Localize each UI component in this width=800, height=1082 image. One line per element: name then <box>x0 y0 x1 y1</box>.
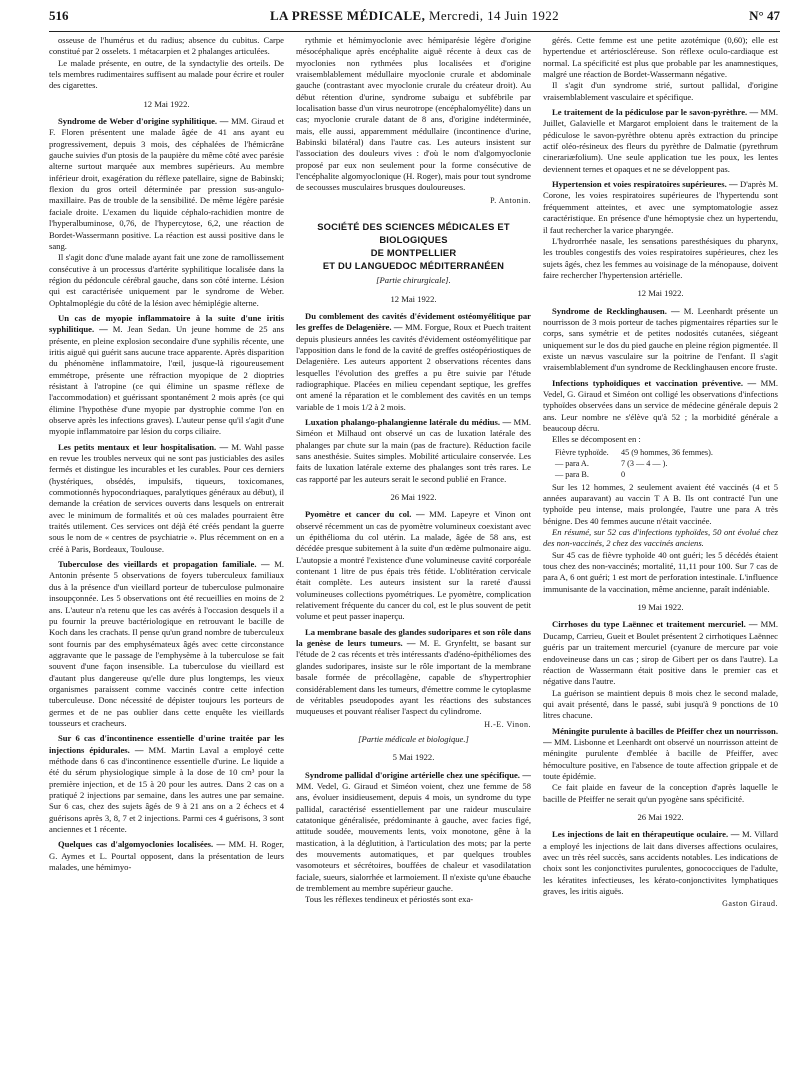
article-title: Sur 6 cas d'incontinence essentielle d'urine traitée par les injections épidurales. — <box>49 733 284 755</box>
article-text: MM. Lisbonne et Leenhardt ont observé un nourrisson atteint de méningite purulente d'emblée à bacille de Pfeiffer, avec hémoculture positive, en l'absence de toute affection grippale et de toute épidémie. <box>543 736 778 781</box>
article-pediculose <box>543 107 778 175</box>
paragraph: Le malade présente, en outre, de la syndactylie des orteils. De tels membres rudimentaires suffisent au malade pour écrire et rouler des cigarettes. <box>49 57 284 91</box>
issue-number: N° 47 <box>749 8 780 23</box>
stats-value: 45 (9 hommes, 36 femmes). <box>621 447 713 457</box>
author-signature: P. Antonin. <box>490 195 531 205</box>
section-label: [Partie médicale et biologique.] <box>358 733 469 744</box>
session-date: 19 Mai 1922. <box>637 602 684 613</box>
article-title: Du comblement des cavités d'évidement ostéomyélitique par les greffes de Delagenière. — <box>296 310 531 333</box>
stats-label: — para A. <box>555 458 589 468</box>
journal-name: LA PRESSE MÉDICALE, <box>269 8 426 23</box>
article-recklinghausen <box>543 306 778 374</box>
session-date: 12 Mai 1922. <box>143 98 190 109</box>
article-comblement <box>296 311 531 413</box>
article-text: M. Leenhardt présente un nourrisson de 3 mois porteur de taches pigmentaires réparties sur le corps, sans symétrie et de petites nodosités cutanées, siégeant uniquement sur le dos du pied gauche en pleine région pigmentée. Il existe un nævus vasculaire sur la poitrine de l'enfant. Il s'agit vraisemblablement d'un syndrome de Recklinghausen encore fruste. <box>543 305 778 373</box>
article-tuberculose <box>49 559 284 729</box>
page-header <box>49 8 780 32</box>
article-text: MM. Vedel, G. Giraud et Siméon ont colligé les observations d'infections typhoïdes observées dans un service de médecine générale depuis 2 ans. Leur nombre ne s'élève qu'à 52 ; la morbidité générale a beaucoup décru. <box>543 377 778 433</box>
article-title: Le traitement de la pédiculose par le savon-pyrèthre. — <box>552 107 759 118</box>
session-date: 5 Mai 1922. <box>392 752 435 763</box>
paragraph: rythmie et hémimyoclonie avec hémiparésie légère d'origine mésocéphalique après encéphalite aiguë récente à deux cas de myoclonies non rythmées plus localisées et d'origine vraisemblablement médullaire myoclonie crurale et abdominale gauche (contrastant avec myoclonie crurale du créateur droit). Au début rétention d'urine, syndrome subaigu et subfébrile par localisation basse d'un virus neurotrope (encéphalomyélite) dans un cas; myoclonie crurale datant de 8 ans, d'origine indéterminée, mais, elle aussi, apparemment médullaire (incontinence d'urine, Babinski bilatéral) dans l'autre cas. Les auteurs insistent sur l'association des douleurs vives : d'où le nom d'algomyoclonie proposé par eux non seulement pour la forme consécutive de l'encéphalite algomyoclonique (H. Roger), mais pour tout syndrome de secousses musculaires brusques douloureuses. <box>296 35 531 193</box>
article-weber <box>49 116 284 252</box>
article-text: M. Jean Sedan. Un jeune homme de 25 ans présente, en pleine explosion secondaire d'une syphilis récente, une iritis aiguë qui guérit sans aucune trace apparente. Après disparition du phénomène inflammatoire, l'œil, jusque-là rigoureusement emmétrope, présente une réfraction myopique de 2 dioptries résistant à l'atropine (ce qui élimine un spasme réflexe de l'accommodation) et guérissant spontanément 2 mois après (ce qui élimine l'hypothèse d'une myopie par dystrophie comme l'on en observe après les infections graves). L'auteur pense qu'il s'agit d'une myopie inflammatoire par lésion du corps ciliaire. <box>49 324 284 437</box>
paragraph: Il s'agit donc d'une malade ayant fait une zone de ramollissement consécutive à un processus d'artérite syphilitique localisée dans la région du pédoncule cérébral gauche, dans son côté interne. Lésion qui est caractérisée uniquement par le syndrome de Weber. Ophtalmoplégie du côté de la lésion avec hémiplégie alterne. <box>49 252 284 308</box>
article-title: Les injections de lait en thérapeutique oculaire. — <box>552 829 740 840</box>
article-title: Syndrome pallidal d'origine artérielle chez une spécifique. — <box>305 769 531 780</box>
issue-date: Mercredi, 14 Juin 1922 <box>428 8 560 23</box>
article-text: MM. Juillet, Galavielle et Margarot emploient dans le traitement de la pédiculose le savon-pyrèthre obtenu après extraction du principe actif oléo-résineux des fleurs du pyrèthre de Dalmatie (pyrethrum cinerariæfolium). Une seule application tue les poux, les lentes deviennent ternes et opaques et ne se développent pas. <box>543 107 778 174</box>
article-title: Quelques cas d'algomyoclonies localisées. — <box>58 839 226 850</box>
article-text: MM. Siméon et Milhaud ont observé un cas de luxation latérale des phalanges par chute sur la main (pas de fracture). Réduction facile sans anesthésie. Suites simples. Mobilité articulaire conservée. Les faits de luxation latérale externe des phalanges sont très rares. Le cas rapporté par les auteurs serait le second publié en France. <box>296 416 531 484</box>
paragraph: Ce fait plaide en faveur de la conception d'après laquelle le bacille de Pfeiffer ne serait qu'un pyogène sans spécificité. <box>543 782 778 804</box>
paragraph: osseuse de l'humérus et du radius; absence du cubitus. Carpe constitué par 2 osselets. 1 métacarpien et 2 phalanges articulées. <box>49 35 284 57</box>
article-title: Hypertension et voies respiratoires supérieures. — <box>552 179 738 190</box>
society-heading <box>296 220 531 272</box>
journal-title <box>270 8 559 24</box>
society-line: ET DU LANGUEDOC MÉDITERRANÉEN <box>322 260 505 272</box>
article-cirrhoses <box>543 619 778 687</box>
stats-row <box>543 458 778 469</box>
paragraph: En résumé, sur 52 cas d'infections typhoïdes, 50 ont évolué chez des non-vaccinés, 2 chez des vaccinés anciens. <box>543 527 778 549</box>
article-text: MM. Martin Laval a employé cette méthode dans 6 cas d'incontinence essentielle d'urine. Le liquide a été du sérum physiologique simple à la dose de 10 cm³ pour la première injection, et de 15 à 20 pour les autres. Dans 2 cas on a pratiqué 2 injections par semaine, dans les autres une par semaine. Sur 6 cas, chez des sujets âgés de 9 à 21 ans on a 2 échecs et 4 guérisons après 3, 8, 7 et 2 injections. Parmi ces 4 guérisons, 3 sont anciennes et 1 récente. <box>49 744 284 835</box>
paragraph: Sur 45 cas de fièvre typhoïde 40 ont guéri; les 5 décédés étaient tous chez des non-vaccinés; mortalité, 11,11 pour 100. Sur 7 cas de para A, 6 ont guéri; 1 est mort de perforation intestinale. L'influence immunisante de la vaccination, même ancienne, paraît indéniable. <box>543 549 778 594</box>
article-text: M. E. Grynfeltt, se basant sur l'étude de 2 cas récents et très intéressants d'adéno-épithéliomes des glandes sudoripares, insiste sur le rôle important de la membrane basale formée de précollagène, capable de s'hypertrophier considérablement dans les tumeurs, d'émettre comme le cytoplasme de véritables pseudopodes ayant les réactions des substances muqueuses et pouvant réaliser l'aspect du cylindrome. <box>296 638 531 717</box>
article-title: Syndrome de Recklinghausen. — <box>552 305 680 316</box>
section-label: [Partie chirurgicale]. <box>376 275 451 286</box>
article-incontinence <box>49 733 284 835</box>
paragraph: L'hydrorrhée nasale, les sensations paresthésiques du pharynx, les troubles congestifs des voies respiratoires supérieures, chez les sujets âgés, chez les femmes au voisinage de la ménopause, doivent faire rechercher l'hypertension artérielle. <box>543 235 778 280</box>
paragraph: Elles se décomposent en : <box>552 434 641 445</box>
session-date: 26 Mai 1922. <box>637 811 684 822</box>
article-text: MM. Vedel, G. Giraud et Siméon voient, chez une femme de 58 ans, évoluer insidieusement, depuis 4 mois, un syndrome du type pallidal, caractérisé essentiellement par une raideur musculaire catatonique généralisée, prédominante à gauche, avec facies figé, attitude soudée, mouvements lents, voix monotone, gêne à la mastication, à la déglutition, à l'articulation des mots; par la perte des mouvements automatiques, et par quelques troubles vasomoteurs et sécrétoires, bouffées de chaleur et vasodilatation faciale, sueurs, sialorrhée et larmoiement. Il n'existe qu'une ébauche de tremblement au membre supérieur gauche. <box>296 780 531 893</box>
column-1 <box>49 35 284 1080</box>
article-text: MM. H. Roger, G. Aymes et L. Pourtal opposent, dans la présentation de leurs malades, une hémimyo- <box>49 839 284 873</box>
article-text: M. Wahl passe en revue les troubles nerveux qui ne sont pas justiciables des asiles fermés et distingue les incurables et les curables. Pour ces derniers (hystériques, obsédés, impulsifs, tiqueurs, toxicomanes, commotionnés hypocondriaques, paralytiques généraux au début), il demande la création de services ouverts dans lesquels on entrerait avec le minimum de formalités et où ces malades pourraient être traités utilement. Ces services ont déjà été créés pendant la guerre sous le nom de « centres de psychiatrie ». Plus récemment on en a créé à Paris, Bordeaux, Toulouse. <box>49 441 284 554</box>
paragraph: Sur les 12 hommes, 2 seulement avaient été vaccinés (4 et 5 années auparavant) au vaccin T A B. Ils ont contracté l'un une typhoïde peu intense, mais prolongée, l'autre une para A très bénigne. Des 40 femmes aucune n'était vaccinée. <box>543 481 778 526</box>
article-injections-lait <box>543 829 778 897</box>
stats-label: — para B. <box>555 469 589 479</box>
article-title: Méningite purulente à bacilles de Pfeiffer chez un nourrisson. — <box>543 725 778 747</box>
stats-row <box>543 447 778 458</box>
page-number: 516 <box>49 8 69 23</box>
author-signature: H.-E. Vinon. <box>484 719 531 729</box>
column-2 <box>296 35 531 1080</box>
article-petits-mentaux <box>49 442 284 555</box>
session-date: 12 Mai 1922. <box>637 288 684 299</box>
article-title: Syndrome de Weber d'origine syphilitique. — <box>58 116 229 127</box>
article-pallidal <box>296 770 531 895</box>
stats-label: Fièvre typhoïde. <box>555 447 609 457</box>
article-title: Cirrhoses du type Laënnec et traitement mercuriel. — <box>552 619 758 630</box>
article-title: Luxation phalango-phalangienne latérale du médius. — <box>305 416 512 427</box>
article-text: MM. Ducamp, Carrieu, Gueit et Boulet présentent 2 cirrhotiques Laënnec guéris par un traitement mercuriel (cyanure de mercure par voie endoveineuse dans un cas ; sirop de Gibert per os dans l'autre). La réaction de Wassermann était positive dans le premier cas et négative dans l'autre. <box>543 619 778 687</box>
article-typhoidiques <box>543 378 778 435</box>
article-title: La membrane basale des glandes sudoripares et son rôle dans la genèse de leurs tumeurs. — <box>296 626 531 649</box>
session-date: 26 Mai 1922. <box>390 492 437 502</box>
article-algomyoclonies <box>49 839 284 873</box>
article-text: MM. Forgue, Roux et Puech traitent depuis plusieurs années les cavités d'évidement ostéomyélitique par l'apposition dans le fond de la cavité de greffes ostéopériostiques de Delagenière. Les auteurs apportent 2 observations récentes dans lesquelles l'évolution des greffes a pu être suivie par l'étude radiographique. Placées en milieu cependant septique, les greffes ont amené la réparation et le comblement des cavités en un temps variable de 1 mois 1/2 à 2 mois. <box>296 322 531 412</box>
article-text: MM. Giraud et F. Floren présentent une malade âgée de 41 ans ayant eu progressivement, depuis 3 mois, des céphalées de l'hémicrâne gauche suivies d'un ptosis de la paupière du même côté avec parésie alterne surtout marquée aux membres supérieurs. Au membre inférieur droit, exagération du réflexe patellaire, signe de Babinski; flexion du gros orteil déterminée par pression sus-angulo-maxillaire. Pas de trouble de la sensibilité. De même légère parésie faciale droite. L'examen du liquide céphalo-rachidien montre de l'hyperalbuminose, 0,76, de l'hypercytose, 6,2, une réaction de Bordet-Wassermann positive. La réaction est aussi positive dans le sang. <box>49 116 284 251</box>
paragraph: Il s'agit d'un syndrome strié, surtout pallidal, d'origine vraisemblablement vasculaire et spécifique. <box>543 80 778 102</box>
society-line: SOCIÉTÉ DES SCIENCES MÉDICALES ET BIOLOGIQUES <box>317 221 510 246</box>
article-text: MM. Lapeyre et Vinon ont observé récemment un cas de pyomètre volumineux coexistant avec un épithélioma du col utérin. La malade, âgée de 58 ans, est décédée presque subitement à la suite d'un œdème pulmonaire aigu. L'autopsie a montré l'existence d'une volumineuse cavité corporéale contenant 1 litre de pus épais très fétide. L'oblitération cervicale était complète. Les auteurs insistent sur la rareté d'aussi volumineuses collections pyométriques. Le pyomètre, complication relativement fréquente du cancer du col, est le plus souvent de petit volume et peut passer inaperçu. <box>296 509 531 622</box>
paragraph: Tous les réflexes tendineux et périostés sont exa- <box>305 894 474 905</box>
session-date: 12 Mai 1922. <box>390 293 437 304</box>
article-title: Infections typhoïdiques et vaccination préventive. — <box>552 377 757 388</box>
paragraph: La guérison se maintient depuis 8 mois chez le second malade, qui avait présenté, dans le passé, subi jusqu'à 9 ponctions de 10 litres chacune. <box>543 687 778 721</box>
society-line: DE MONTPELLIER <box>370 247 457 259</box>
stats-value: 0 <box>621 469 626 479</box>
paragraph: gérés. Cette femme est une petite azotémique (0,60); elle est hypertendue et artérioscléreuse. Son réflexe oculo-cardiaque est normal. La spécificité est plus que probable par les anamnestiques, malgré une réaction de Bordet-Wassermann négative. <box>543 35 778 80</box>
article-myopie <box>49 313 284 438</box>
author-signature: Gaston Giraud. <box>722 899 778 909</box>
article-title: Tuberculose des vieillards et propagation familiale. — <box>58 559 270 570</box>
columns <box>49 35 780 1080</box>
article-text: D'après M. Corone, les voies respiratoires supérieures de l'hypertendu sont fréquemment atteintes, et avec une symptomatologie assez caractéristique. En présence d'une hémoptysie chez un hypertendu, il faut rechercher la varice pharyngée. <box>543 179 778 235</box>
article-title: Pyomètre et cancer du col. — <box>305 509 425 520</box>
column-3 <box>543 35 778 1080</box>
article-text: M. Antonin présente 5 observations de foyers tuberculeux familiaux dus à la présence d'un vieillard porteur de tuberculose pulmonaire insoupçonnée. Les 5 observations ont été recueillies en moins de 2 ans. L'auteur n'a retenu que les cas avérés à l'occasion desquels il a pu fournir la preuve bactériologique en retrouvant le bacille de Koch dans les crachats. Il pense qu'un grand nombre de tuberculeux sont fournis par des emphysémateux âgés avec cette circonstance aggravante que le passage de l'emphysème à la tuberculose se fait souvent d'une façon insensible. La tuberculose du vieillard est d'autant plus dangereuse qu'elle dure plus longtemps, les vieux organismes paraissent comme vaccinés contre cette infection tuberculeuse. Donc nécessité de dépister toujours les porteurs de germes et de ne pas oublier dans cette enquête les vieillards tousseurs et cracheurs. <box>49 559 284 728</box>
article-title: Un cas de myopie inflammatoire à la suite d'une iritis syphilitique. — <box>49 312 284 335</box>
stats-value: 7 (3 — 4 — ). <box>621 458 668 468</box>
typhoid-stats <box>543 447 778 480</box>
article-title: Les petits mentaux et leur hospitalisation. — <box>58 441 229 452</box>
stats-row <box>543 469 778 480</box>
article-pyometre <box>296 509 531 622</box>
article-meningite <box>543 726 778 783</box>
article-text: M. Villard a employé les injections de lait dans diverses affections oculaires, avec un très réel succès, sans accidents notables. Les indications de choix sont les conjonctivites purulentes, gonococciques de l'adulte, les kératites infectieuses, les kérato-conjonctivites lymphatiques graves, les iritis aiguës. <box>543 829 778 897</box>
article-membrane-basale <box>296 627 531 718</box>
article-hypertension <box>543 179 778 236</box>
article-luxation <box>296 417 531 485</box>
